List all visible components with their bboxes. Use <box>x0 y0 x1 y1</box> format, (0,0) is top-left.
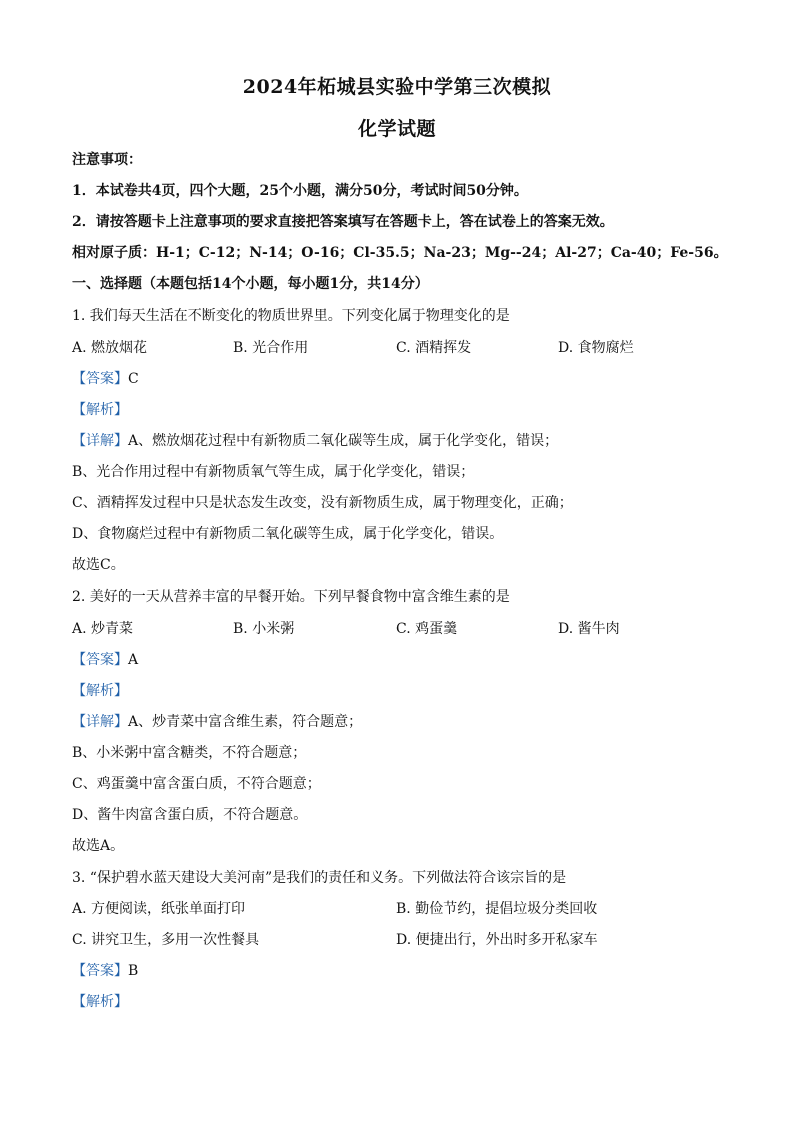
analysis-tag: 【解析】 <box>72 402 128 418</box>
question-1-detail-4: D、食物腐烂过程中有新物质二氧化碳等生成，属于化学变化，错误。 <box>72 526 504 542</box>
question-1-option-b: B. 光合作用 <box>233 340 309 356</box>
question-2-option-b: B. 小米粥 <box>233 621 295 637</box>
detail-text: A、燃放烟花过程中有新物质二氧化碳等生成，属于化学变化，错误； <box>128 433 559 449</box>
question-2-conclusion: 故选A。 <box>72 838 125 854</box>
question-2-detail-4: D、酱牛肉富含蛋白质，不符合题意。 <box>72 807 308 823</box>
question-1-option-c: C. 酒精挥发 <box>396 340 472 356</box>
detail-tag: 【详解】 <box>72 714 128 730</box>
notes-item-1: 1．本试卷共4页，四个大题，25个小题，满分50分，考试时间50分钟。 <box>72 183 528 199</box>
exam-title: 2024年柘城县实验中学第三次模拟 <box>242 76 552 98</box>
question-1-detail-1 <box>72 432 732 450</box>
section-heading: 一、选择题（本题包括14个小题，每小题1分，共14分） <box>72 276 429 292</box>
question-2-option-c: C. 鸡蛋羹 <box>396 621 458 637</box>
question-3-answer <box>72 962 732 980</box>
question-2-detail-3: C、鸡蛋羹中富含蛋白质，不符合题意； <box>72 776 321 792</box>
question-1-detail-2: B、光合作用过程中有新物质氧气等生成，属于化学变化，错误； <box>72 464 475 480</box>
question-3-stem: 3. “保护碧水蓝天建设大美河南”是我们的责任和义务。下列做法符合该宗旨的是 <box>72 870 567 886</box>
question-3-option-d: D. 便捷出行，外出时多开私家车 <box>396 932 598 948</box>
question-2-option-a: A. 炒青菜 <box>72 621 134 637</box>
question-1-option-d: D. 食物腐烂 <box>558 340 634 356</box>
notes-heading: 注意事项： <box>72 152 142 168</box>
question-2-analysis-tag <box>72 682 732 700</box>
notes-item-2: 2．请按答题卡上注意事项的要求直接把答案填写在答题卡上，答在试卷上的答案无效。 <box>72 214 614 230</box>
detail-tag: 【详解】 <box>72 433 128 449</box>
question-2-detail-1 <box>72 713 732 731</box>
exam-subtitle: 化学试题 <box>357 118 436 140</box>
question-2-answer <box>72 651 732 669</box>
answer-tag: 【答案】 <box>72 371 128 387</box>
question-2-detail-2: B、小米粥中富含糖类，不符合题意； <box>72 745 307 761</box>
question-2-option-d: D. 酱牛肉 <box>558 621 620 637</box>
analysis-tag: 【解析】 <box>72 683 128 699</box>
question-3-analysis-tag <box>72 993 732 1011</box>
atomic-masses: 相对原子质：H-1；C-12；N-14；O-16；Cl-35.5；Na-23；Mg--24；Al-27；Ca-40；Fe-56。 <box>72 245 728 261</box>
question-1-stem: 1. 我们每天生活在不断变化的物质世界里。下列变化属于物理变化的是 <box>72 308 510 324</box>
question-1-conclusion: 故选C。 <box>72 557 125 573</box>
question-1-analysis-tag <box>72 401 732 419</box>
answer-tag: 【答案】 <box>72 963 128 979</box>
answer-value: B <box>128 963 139 979</box>
answer-value: C <box>128 371 139 387</box>
question-1-answer <box>72 370 732 388</box>
answer-tag: 【答案】 <box>72 652 128 668</box>
question-1-detail-3: C、酒精挥发过程中只是状态发生改变，没有新物质生成，属于物理变化，正确； <box>72 495 573 511</box>
question-2-stem: 2. 美好的一天从营养丰富的早餐开始。下列早餐食物中富含维生素的是 <box>72 589 510 605</box>
question-3-option-a: A. 方便阅读，纸张单面打印 <box>72 901 246 917</box>
analysis-tag: 【解析】 <box>72 994 128 1010</box>
answer-value: A <box>128 652 139 668</box>
detail-text: A、炒青菜中富含维生素，符合题意； <box>128 714 363 730</box>
question-3-option-c: C. 讲究卫生，多用一次性餐具 <box>72 932 260 948</box>
question-1-option-a: A. 燃放烟花 <box>72 340 148 356</box>
question-3-option-b: B. 勤俭节约，提倡垃圾分类回收 <box>396 901 598 917</box>
